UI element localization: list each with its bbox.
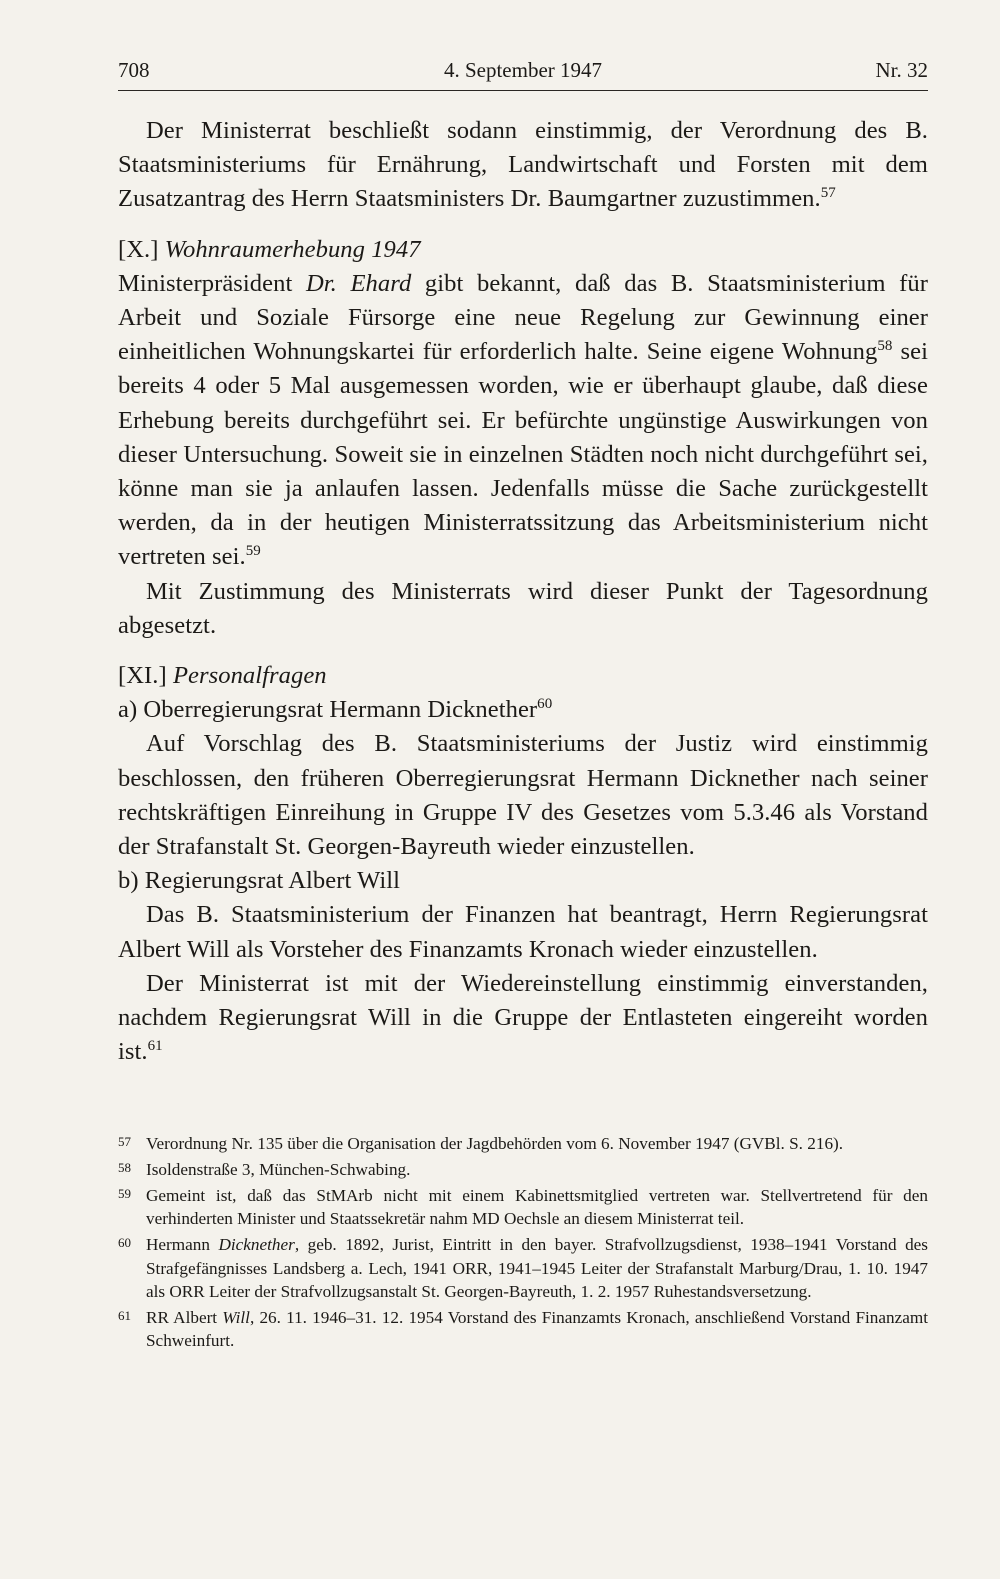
section-title: Personalfragen <box>172 662 327 690</box>
footnote-60: 60 Hermann Dicknether, geb. 1892, Jurist, Eintritt in den bayer. Strafvollzugsdienst, 1938–1941 Vorstand des Strafgefängnisses Landsberg a. Lech, 1941 ORR, 1941–1945 Leiter der Strafanstalt Marburg/Drau, 1. 10. 1947 als ORR Leiter der Strafvollzugsanstalt St. Georgen-Bayreuth, 1. 2. 1957 Ruhestandsversetzung. <box>118 1235 928 1301</box>
footnote-61: 61 RR Albert Will, 26. 11. 1946–31. 12. 1954 Vorstand des Finanzamts Kronach, anschließend Vorstand Finanzamt Schweinfurt. <box>118 1307 928 1351</box>
person-name: Dr. Ehard <box>305 269 412 297</box>
footnotes <box>118 1132 928 1355</box>
section-number: [XI.] <box>118 662 167 690</box>
footnote-ref-60: 60 <box>537 696 553 713</box>
paragraph-will-decision: Der Ministerrat ist mit der Wiedereinstellung einstimmig einverstanden, nachdem Regierungsrat Will in die Gruppe der Entlasteten eingereiht worden ist.$^{61}$ <box>118 969 928 1066</box>
item-b-heading: b) Regierungsrat Albert Will <box>118 867 401 895</box>
page-number: 708 <box>118 58 150 82</box>
header-date: 4. September 1947 <box>443 58 603 82</box>
footnote-59: 59 Gemeint ist, daß das StMArb nicht mit einem Kabinettsmitglied vertreten war. Stellvertretend für den verhinderten Minister und Staatssekretär nahm MD Oechsle an diesem Ministerrat teil. <box>118 1185 928 1229</box>
paragraph-will-request: Das B. Staatsministerium der Finanzen hat beantragt, Herrn Regierungsrat Albert Will als Vorsteher des Finanzamts Kronach wieder einzustellen. <box>118 901 928 963</box>
footnote-57: 57 Verordnung Nr. 135 über die Organisation der Jagdbehörden vom 6. November 1947 (GVBl. S. 216). <box>118 1134 844 1153</box>
section-heading-x <box>118 233 928 267</box>
item-a-heading: a) Oberregierungsrat Hermann Dicknether$^{60}$ <box>118 696 553 724</box>
paragraph-resolution: Der Ministerrat beschließt sodann einstimmig, der Verordnung des B. Staatsministeriums für Ernährung, Landwirtschaft und Forsten mit dem Zusatzantrag des Herrn Staatsministers Dr. Baumgartner zuzustimmen.$^{57}$ <box>118 117 928 213</box>
footnote-ref-61: 61 <box>147 1038 163 1055</box>
footnote-ref-59: 59 <box>245 543 261 560</box>
section-number: [X.] <box>118 235 159 263</box>
paragraph-ehard: Ministerpräsident Dr. Ehard gibt bekannt, daß das B. Staatsministerium für Arbeit und Soziale Fürsorge eine neue Regelung zur Gewinnung einer einheitlichen Wohnungskartei für erforderlich halte. Seine eigene Wohnung$^{58}$ sei bereits 4 oder 5 Mal ausgemessen worden, wie er überhaupt glaube, daß diese Erhebung bereits durchgeführt sei. Er befürchte ungünstige Auswirkungen von dieser Untersuchung. Soweit sie in einzelnen Städten noch nicht durchgeführt sei, könne man sie ja anlaufen lassen. Jedenfalls müsse die Sache zurückgestellt werden, da in der heutigen Ministerratssitzung das Arbeitsministerium nicht vertreten sei.$^{59}$ <box>118 269 929 571</box>
footnote-58: 58 Isoldenstraße 3, München-Schwabing. <box>118 1159 411 1179</box>
paragraph-dicknether: Auf Vorschlag des B. Staatsministeriums der Justiz wird einstimmig beschlossen, den früheren Oberregierungsrat Hermann Dicknether nach seiner rechtskräftigen Einreihung in Gruppe IV des Gesetzes vom 5.3.46 als Vorstand der Strafanstalt St. Georgen-Bayreuth wieder einzustellen. <box>118 730 928 861</box>
issue-number: Nr. 32 <box>875 58 928 82</box>
running-header <box>118 56 928 91</box>
section-title: Wohnraumerhebung 1947 <box>164 235 421 263</box>
footnote-ref-57: 57 <box>820 185 836 202</box>
footnote-ref-58: 58 <box>877 338 893 355</box>
paragraph-decision: Mit Zustimmung des Ministerrats wird dieser Punkt der Tagesordnung abgesetzt. <box>118 577 928 639</box>
main-text <box>118 114 928 1069</box>
section-heading-xi <box>118 659 928 693</box>
